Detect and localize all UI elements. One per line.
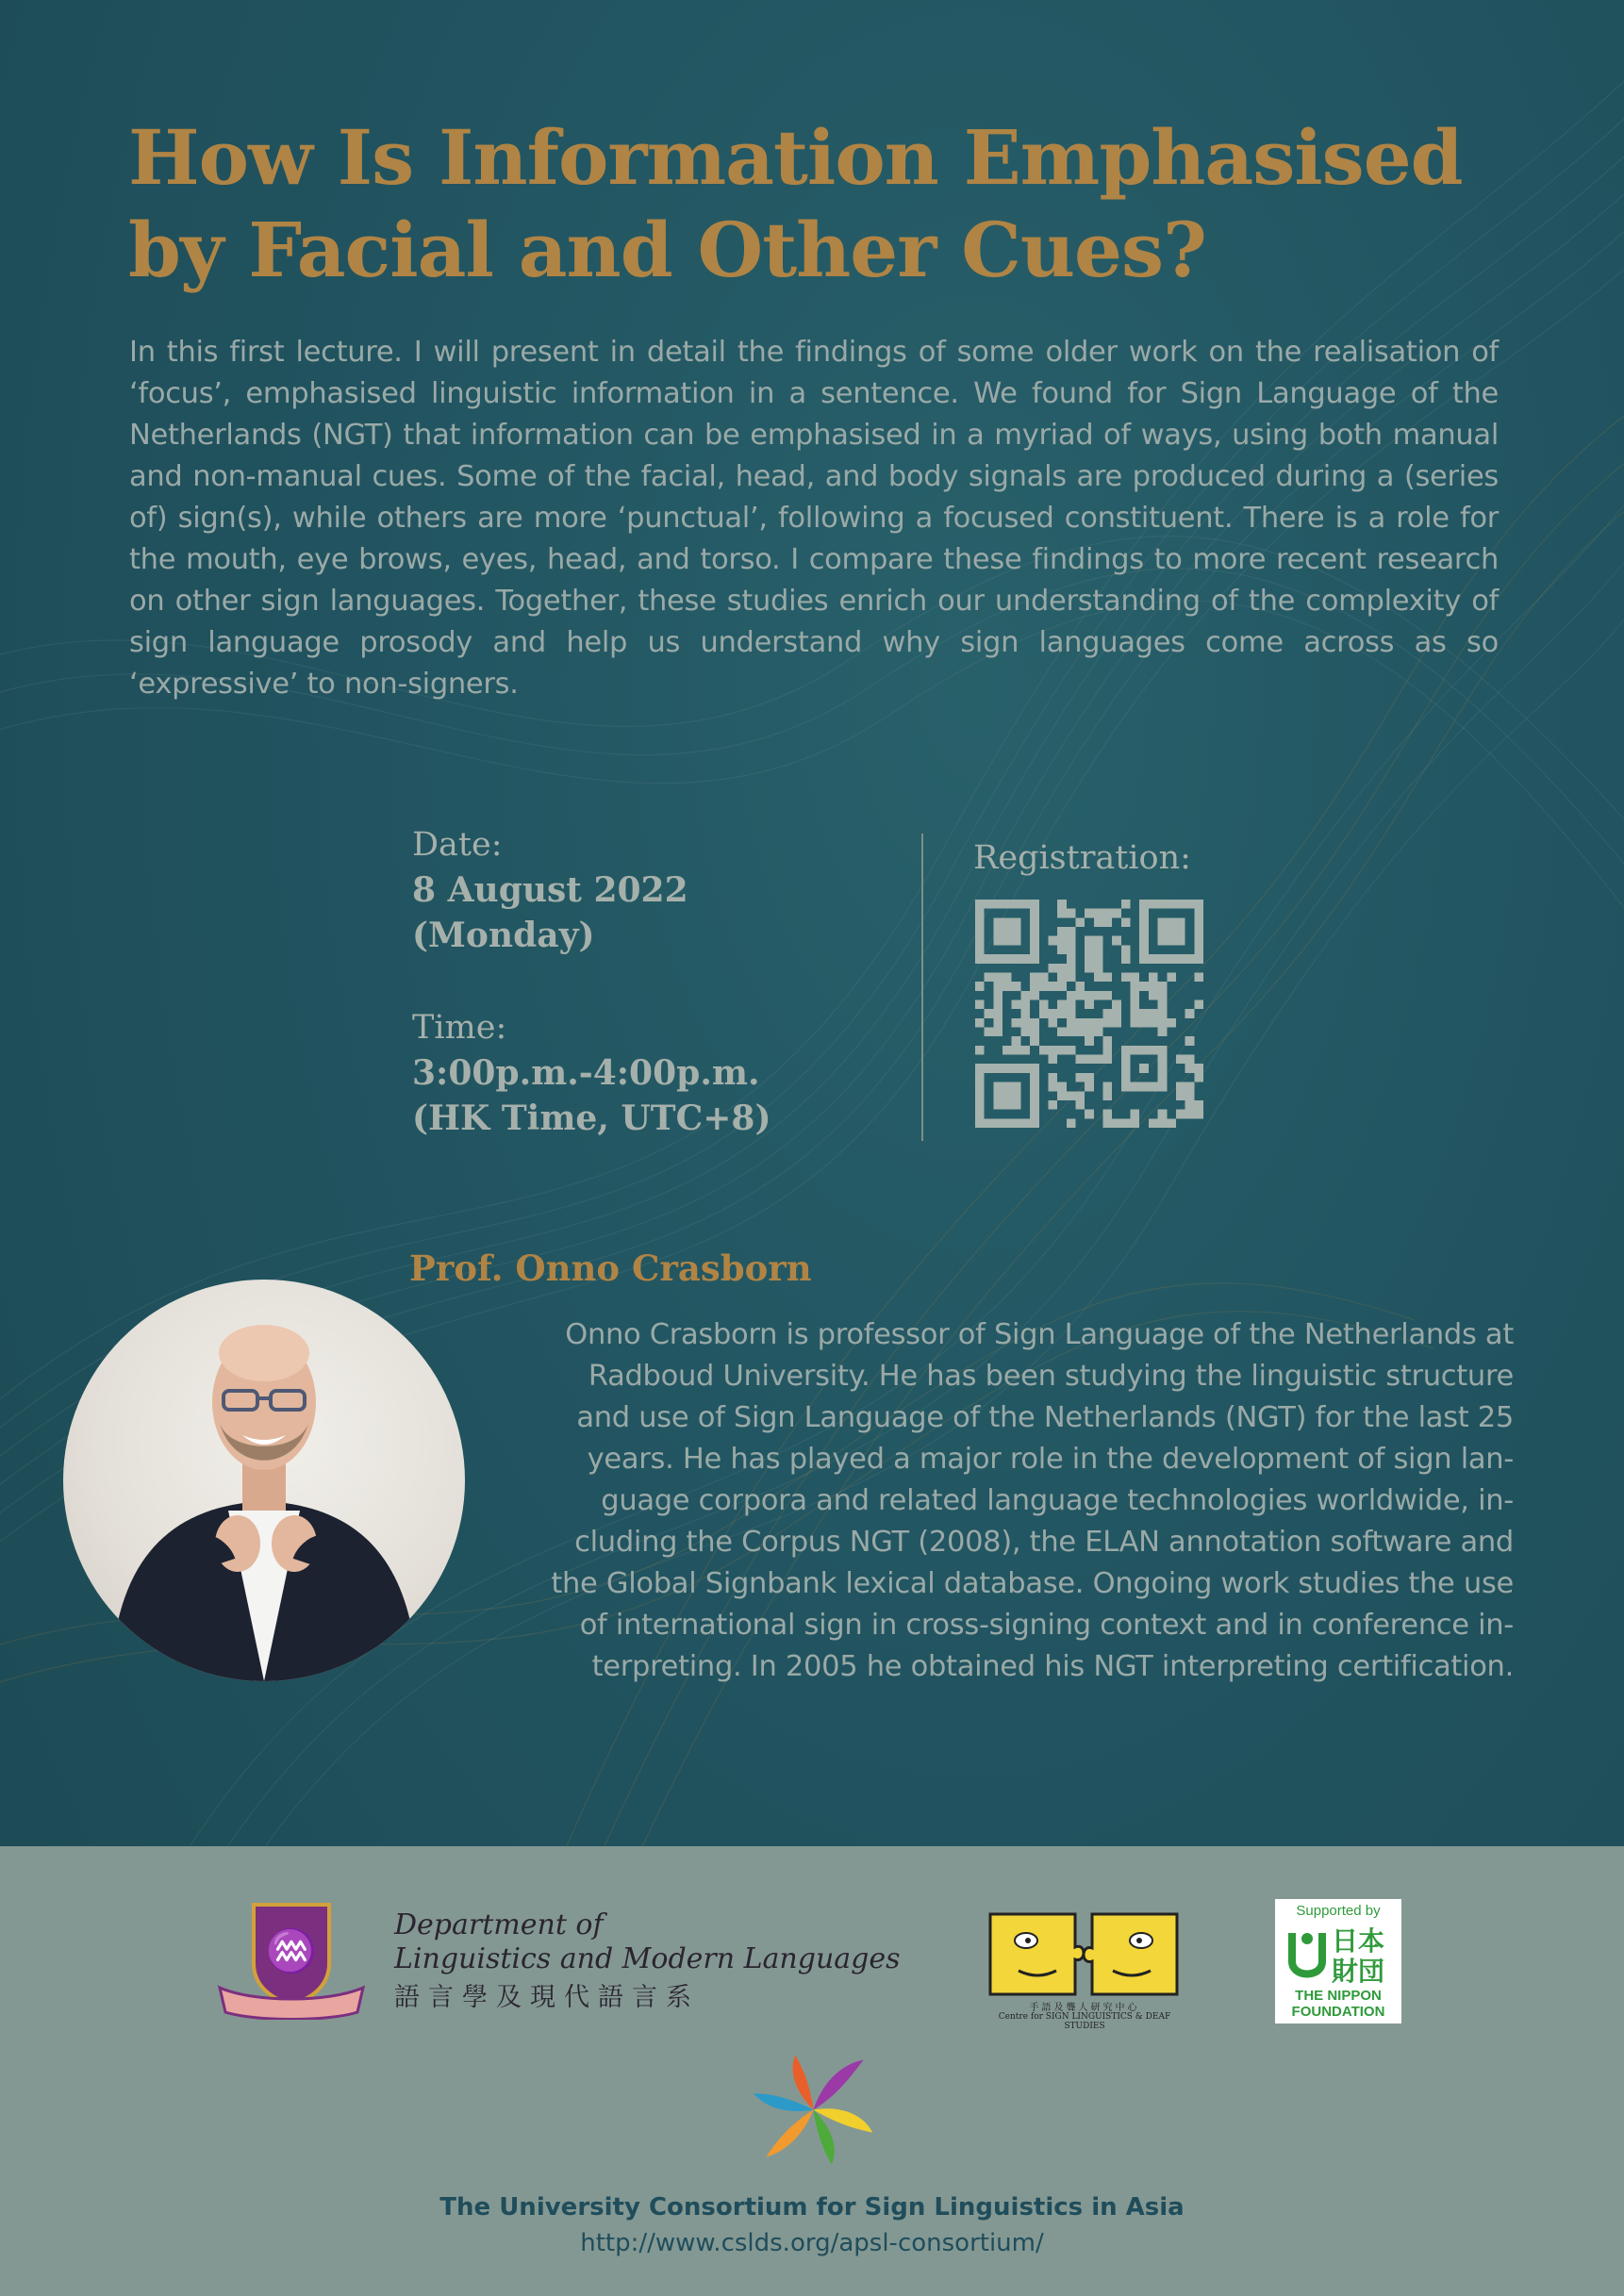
time-label: Time: bbox=[412, 1009, 507, 1047]
nippon-emblem bbox=[1284, 1922, 1392, 1986]
department-name-line-2: Linguistics and Modern Languages bbox=[394, 1942, 901, 1975]
consortium-url-link[interactable]: http://www.cslds.org/apsl-consortium/ bbox=[580, 2229, 1044, 2257]
department-name-chinese: 語言學及現代語言系 bbox=[394, 1983, 700, 2012]
consortium-pinwheel-logo bbox=[750, 2051, 877, 2169]
speaker-name: Prof. Onno Crasborn bbox=[409, 1247, 812, 1289]
nippon-foundation-logo bbox=[1275, 1899, 1401, 2023]
bio-line: guage corpora and related language technologies worldwide, in- bbox=[601, 1484, 1514, 1517]
registration-qr-code[interactable] bbox=[975, 900, 1203, 1128]
date-value: 8 August 2022 bbox=[412, 870, 688, 910]
lecture-abstract: In this first lecture. I will present in detail the findings of some older work on the realisation of ‘focus’, emphasised linguistic information in a sentence. We found for Sign Language of the Netherlands (NGT) that information can be emphasised in a myriad of ways, using both manual and non-manual cues. Some of the facial, head, and body signals are produced during a (series of) sign(s), while others are more ‘punctual’, following a focused constituent. There is a role for the mouth, eye brows, eyes, head, and torso. I compare these findings to more recent research on other sign languages. Together, these studies enrich our understanding of the complexity of sign language prosody and help us understand why sign languages come across as so ‘expressive’ to non-signers. bbox=[129, 336, 1499, 701]
title-line-1: How Is Information Emphasised bbox=[128, 113, 1463, 202]
time-value: 3:00p.m.-4:00p.m. bbox=[412, 1053, 760, 1093]
speaker-photo bbox=[63, 1280, 465, 1681]
time-zone: (HK Time, UTC+8) bbox=[412, 1098, 771, 1138]
svg-text:財団: 財団 bbox=[1331, 1956, 1385, 1986]
cuhk-crest-logo bbox=[216, 1897, 367, 2020]
bio-line: of international sign in cross-signing context and in conference in- bbox=[579, 1609, 1514, 1642]
poster-title bbox=[128, 111, 1543, 296]
bio-line: and use of Sign Language of the Netherlands (NGT) for the last 25 bbox=[576, 1401, 1514, 1434]
bio-line: Onno Crasborn is professor of Sign Language of the Netherlands at bbox=[565, 1318, 1514, 1351]
registration-label: Registration: bbox=[973, 839, 1191, 877]
cslds-name-english: Centre for SIGN LINGUISTICS & DEAF STUDIES bbox=[998, 2012, 1171, 2031]
date-label: Date: bbox=[412, 826, 503, 864]
bio-line: Radboud University. He has been studying the linguistic structure bbox=[588, 1360, 1514, 1393]
bio-line: the Global Signbank lexical database. Ongoing work studies the use bbox=[551, 1567, 1514, 1600]
department-name-line-1: Department of bbox=[394, 1908, 604, 1941]
cslds-name-chinese: 手語及聾人研究中心 bbox=[1029, 2003, 1140, 2013]
nippon-name-line-2: FOUNDATION bbox=[1291, 2004, 1385, 2020]
consortium-name: The University Consortium for Sign Linguistics in Asia bbox=[439, 2193, 1185, 2222]
nippon-name bbox=[1275, 1988, 1401, 2020]
nippon-name-line-1: THE NIPPON bbox=[1295, 1988, 1382, 2004]
nippon-supported-by: Supported by bbox=[1296, 1903, 1381, 1919]
title-line-2: by Facial and Other Cues? bbox=[128, 206, 1206, 294]
details-divider bbox=[921, 834, 923, 1141]
bio-line: years. He has played a major role in the development of sign lan- bbox=[587, 1443, 1514, 1476]
bio-line: cluding the Corpus NGT (2008), the ELAN annotation software and bbox=[574, 1526, 1514, 1559]
department-name bbox=[394, 1908, 901, 1976]
date-day: (Monday) bbox=[412, 916, 595, 955]
svg-text:日本: 日本 bbox=[1331, 1925, 1385, 1957]
svg-text:♒: ♒ bbox=[265, 1927, 318, 1975]
bio-line: terpreting. In 2005 he obtained his NGT interpreting certification. bbox=[591, 1650, 1514, 1683]
event-details bbox=[412, 822, 865, 1141]
speaker-portrait-illustration bbox=[63, 1280, 465, 1681]
